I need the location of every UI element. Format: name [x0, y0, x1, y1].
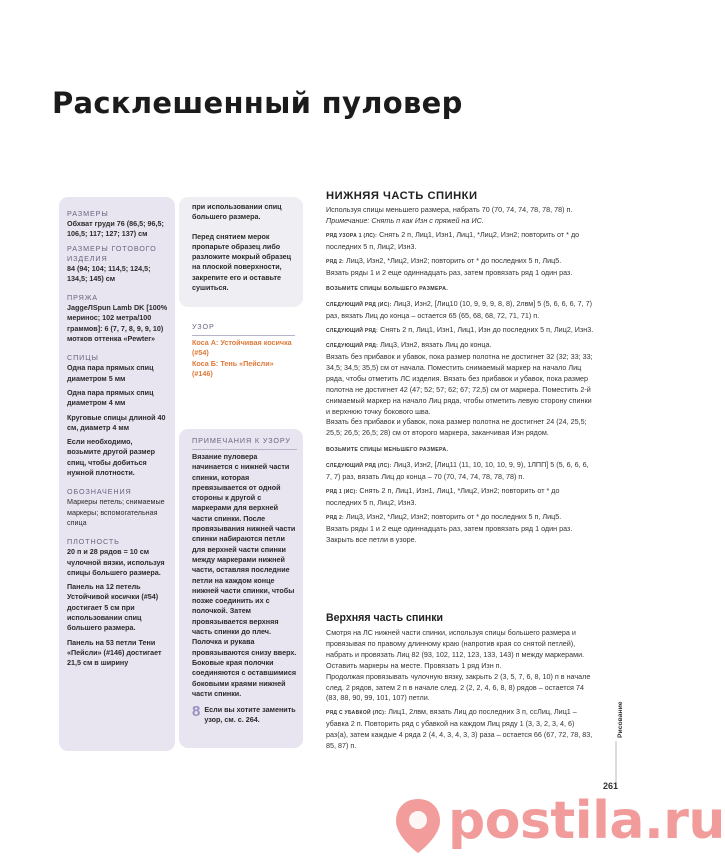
- watermark-text: postila.ru: [448, 791, 725, 851]
- postila-logo-icon: [392, 797, 444, 855]
- section-heading-upper-back: Верхняя часть спинки: [326, 612, 444, 624]
- pattern-notes-box: [179, 429, 303, 748]
- notes-text: Вязание пуловера начинается с нижней части спинки, которая превязывается от одной стороны к другой с маркерами для верхней части спинки. После провязывания нижней части спинки набираются петли для верхней части спинки между маркерами нижней части, оставляя последние петли на каждом конце нижней части спинки, чтобы позже соединить их с полочкой. Затем провязывается верхняя часть спинки до плеч. Полочка и рукава провязываются снизу вверх. Боковые края полочки соединяются с оставшимися боковыми краями нижней части спинки.: [192, 452, 297, 698]
- note-text: Примечание: Снять п как Изн с пряжей на ИС.: [326, 215, 484, 225]
- notes-footnote: Если вы хотите заменить узор, см. с. 264.: [204, 705, 296, 725]
- section-tab: Рисование: [617, 701, 624, 738]
- pattern-row-1: РЯД 1 (ИС): Снять 2 п, Лиц1, Изн1, Лиц1, *Лиц2, Изн2; повторить от * до последних 5 п, Лиц2, Изн3.: [326, 485, 560, 507]
- next-row-text: СЛЕДУЮЩИЙ РЯД: Лиц3, Изн2, вязать Лиц до конца.: [326, 340, 492, 350]
- gauge-continued-box: [179, 197, 303, 307]
- body-paragraph: Смотря на ЛС нижней части спинки, используя спицы большего размера и провязывая по правому длинному краю (напротив края со снятой петлей), набрать и провязать Лиц 82 (93, 102, 112, 123, 133, 143) п между маркерами. Оставить маркеры на месте. Провязать 1 ряд Изн п.: [326, 628, 585, 670]
- gauge-heading: ПЛОТНОСТЬ: [67, 537, 120, 547]
- next-row-text: СЛЕДУЮЩИЙ РЯД: Снять 2 п, Лиц1, Изн1, Лиц1, Изн до последних 5 п, Лиц2, Изн3.: [326, 325, 594, 335]
- page-title: Расклешенный пуловер: [52, 86, 463, 120]
- next-row-text: СЛЕДУЮЩИЙ РЯД (ИС): Лиц3, Изн2, [Лиц10 (10, 9, 9, 9, 8, 8), 2лвм] 5 (5, 6, 6, 6, 7, 7) раз, вязать Лиц до конца – остается 65 (65, 68, 68, 72, 71, 71) п.: [326, 299, 592, 321]
- needles-item: Если необходимо, возьмите другой размер спиц, чтобы добиться нужной плотности.: [67, 437, 155, 478]
- pattern-box: [179, 313, 303, 423]
- gauge-item: Панель на 12 петель Устойчивой косички (#54) достигает 5 см при использовании спиц большего размера.: [67, 582, 159, 633]
- notions-text: Маркеры петель; снимаемые маркеры; вспомогательная спица: [67, 497, 165, 527]
- bind-off-text: Вязать ряды 1 и 2 еще одиннадцать раз, затем провязать ряд 1 один раз. Закрыть все петли в узоре.: [326, 523, 573, 544]
- gauge-item: Панель на 53 петли Тени «Пейсли» (#146) достигает 21,5 см в ширину: [67, 637, 162, 668]
- info-sidebar: [59, 197, 175, 751]
- needles-item: Одна пара прямых спиц диаметром 4 мм: [67, 387, 154, 408]
- yarn-text: JaggeЛSpun Lamb DK [100% меринос; 102 метра/100 граммов]: 6 (7, 7, 8, 9, 9, 10) мотков оттенка «Pewter»: [67, 303, 168, 344]
- upper-back-section: [326, 612, 594, 752]
- switch-needles-text: ВОЗЬМИТЕ СПИЦЫ МЕНЬШЕГО РАЗМЕРА.: [326, 447, 449, 454]
- body-paragraph: Вязать без прибавок и убавок, пока размер полотна не достигнет 24 (24, 25,5; 25,5; 26,5; 26,5; 28) см от второго маркера, заканчивая Изн рядом.: [326, 417, 587, 438]
- pattern-heading: УЗОР: [192, 322, 215, 331]
- cast-on-text: Используя спицы меньшего размера, набрать 70 (70, 74, 74, 78, 78, 78) п.: [326, 205, 573, 214]
- notes-heading: ПРИМЕЧАНИЯ К УЗОРУ: [192, 436, 291, 445]
- notions-heading: ОБОЗНАЧЕНИЯ: [67, 487, 132, 497]
- figure-eight-icon: 8: [192, 703, 201, 721]
- needles-item: Круговые спицы длиной 40 см, диаметр 4 мм: [67, 412, 166, 432]
- cable-a-label: Коса А: Устойчивая косичка (#54): [192, 338, 292, 358]
- finished-sizes-heading: РАЗМЕРЫ ГОТОВОГО ИЗДЕЛИЯ: [67, 243, 157, 263]
- needles-item: Одна пара прямых спиц диаметром 5 мм: [67, 363, 154, 383]
- switch-needles-text: ВОЗЬМИТЕ СПИЦЫ БОЛЬШЕГО РАЗМЕРА.: [326, 286, 449, 293]
- cable-b-label: Коса Б: Тень «Пейсли» (#146): [192, 358, 274, 378]
- section-heading-lower-back: НИЖНЯЯ ЧАСТЬ СПИНКИ: [326, 190, 478, 202]
- pattern-row-1: РЯД УЗОРА 1 (ЛС): Снять 2 п, Лиц1, Изн1, Лиц1, *Лиц2, Изн2; повторить от * до последних 5 п, Лиц2, Изн3.: [326, 229, 580, 251]
- gauge-continued-text: при использовании спиц большего размера.: [192, 202, 282, 222]
- needles-heading: СПИЦЫ: [67, 353, 99, 363]
- decrease-row-text: РЯД С УБАВКОЙ (ЛС): Лиц1, 2лвм, вязать Лиц до последних 3 п, ссЛиц, Лиц1 – убавка 2 п. Повторить ряд с убавкой на каждом Лиц ряду 1 (3, 3, 2, 3, 4, 6) раз(а), затем каждые 4 ряда 2 (4, 4, 3, 4, 3, 3) раза – остается 66 (67, 72, 78, 83, 85, 87) п.: [326, 707, 593, 751]
- sizes-heading: РАЗМЕРЫ: [67, 209, 109, 218]
- sizes-text: Обхват груди 76 (86,5; 96,5; 106,5; 117; 127; 137) см: [67, 219, 164, 239]
- yarn-heading: ПРЯЖА: [67, 293, 98, 303]
- finished-sizes-text: 84 (94; 104; 114,5; 124,5; 134,5; 145) см: [67, 263, 151, 283]
- body-paragraph: Вязать без прибавок и убавок, пока размер полотна не достигнет 32 (32; 33; 33; 34,5; 34,5; 35,5) см от начала. Поместить снимаемый маркер на начало Лиц ряда, чтобы отметить ЛС изделия. Вязать без прибавок и убавок, пока размер полотна не достигнет 42 (47; 52; 57; 62; 67; 72,5) см от маркера. Поместить 2-й снимаемый маркер на начало Лиц ряда, чтобы отметить левую сторону спинки и верхнюю точку бокового шва.: [326, 351, 593, 416]
- next-row-text: СЛЕДУЮЩИЙ РЯД (ЛС): Лиц3, Изн2, [Лиц11 (11, 10, 10, 10, 9, 9), 1ЛПП] 5 (5, 6, 6, 6, 7, 7) раз, вязать Лиц до конца – 70 (70, 74, 74, 78, 78, 78) п.: [326, 460, 589, 482]
- body-paragraph: Продолжая провязывать чулочную вязку, закрыть 2 (3, 5, 7, 6, 8, 10) п в начале след. 2 рядов, затем 2 п в начале след. 2 (2, 2, 4, 6, 8, 8) рядов – остается 74 (83, 88, 90, 99, 101, 107) петли.: [326, 671, 591, 703]
- page-number: 261: [603, 781, 619, 791]
- blocking-text: Перед снятием мерок пропарьте образец либо разложите мокрый образец на плоской поверхности, закрепите его и оставьте сушиться.: [192, 231, 292, 293]
- repeat-text: Вязать ряды 1 и 2 еще одиннадцать раз, затем провязать ряд 1 один раз.: [326, 267, 573, 277]
- gauge-item: 20 п и 28 рядов = 10 см чулочной вязки, используя спицы большего размера.: [67, 547, 165, 577]
- pattern-row-2: РЯД 2: Лиц3, Изн2, *Лиц2, Изн2; повторить от * до последних 5 п, Лиц5.: [326, 511, 562, 521]
- lower-back-section: [326, 190, 594, 545]
- pattern-row-2: РЯД 2: Лиц3, Изн2, *Лиц2, Изн2; повторить от * до последних 5 п, Лиц5.: [326, 255, 562, 265]
